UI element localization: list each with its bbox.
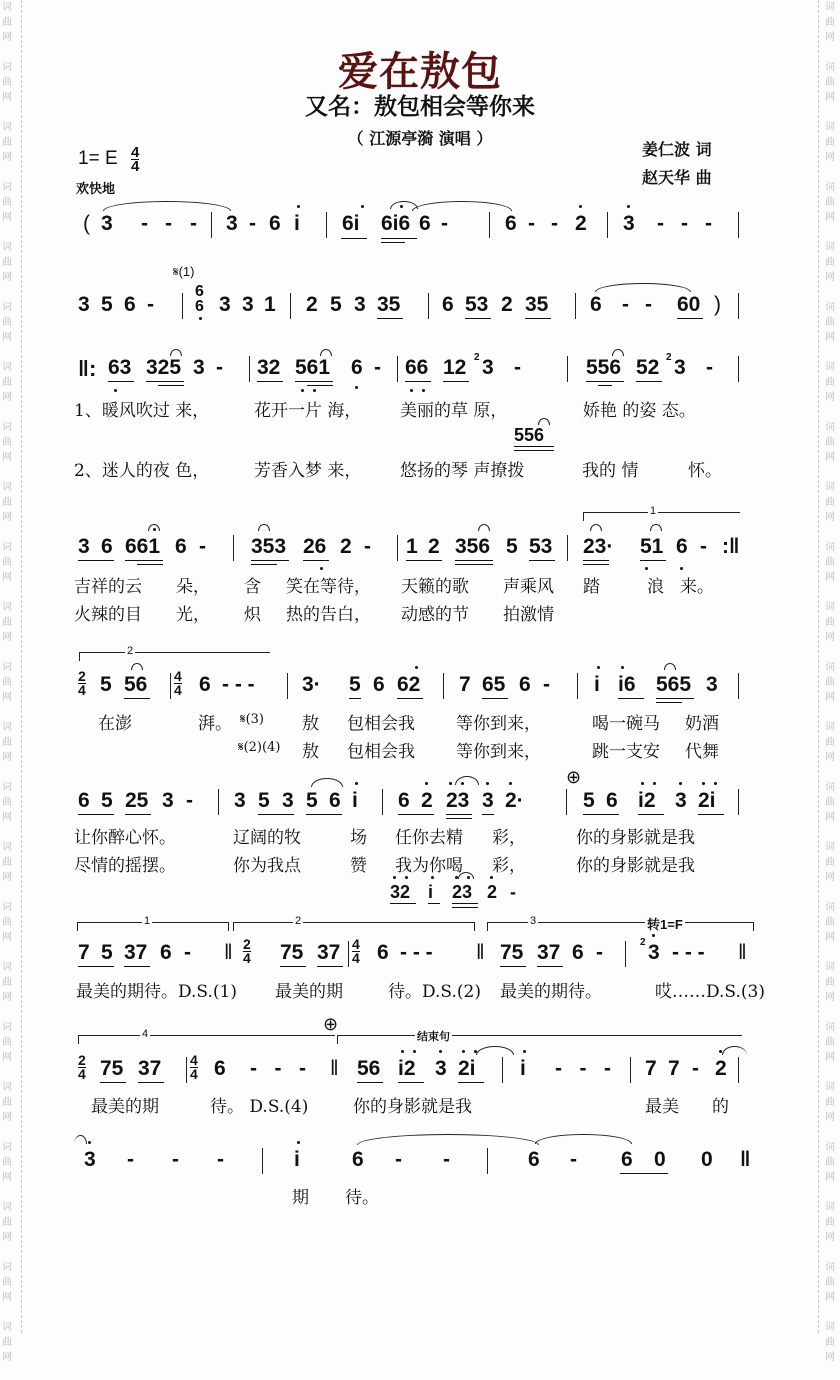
border-dashed-left: [21, 0, 22, 1333]
tempo-marking: 欢快地: [76, 182, 116, 197]
watermark-strip-left: 词 曲 网 词 曲 网 词 曲 网 词 曲 网 词 曲 网 词 曲 网 词 曲 网 词 曲 网 词 曲 网 词 曲 网 词 曲 网 词 曲 网 词 曲 网 词 曲 网 词 曲 网 词 曲 网 词 曲 网 词 曲 网 词 曲 网 词 曲 网 词 曲 网 词 曲 网 词 曲 网: [2, 2, 12, 1363]
ending-phrase-label: 结束句: [415, 1028, 452, 1044]
segno-3: 𝄋(3): [240, 712, 265, 727]
singer-credit: （ 江源亭漪 演唱 ）: [347, 129, 493, 148]
volta-bracket-2: [79, 652, 270, 661]
volta-bracket-1b: [77, 922, 229, 931]
watermark-strip-right: 词 曲 网 词 曲 网 词 曲 网 词 曲 网 词 曲 网 词 曲 网 词 曲 网 词 曲 网 词 曲 网 词 曲 网 词 曲 网 词 曲 网 词 曲 网 词 曲 网 词 曲 网 词 曲 网 词 曲 网 词 曲 网 词 曲 网 词 曲 网 词 曲 网 词 曲 网 词 曲 网: [825, 2, 835, 1363]
segno-sign: 𝄋(1): [173, 264, 195, 279]
composer-credit: 赵天华 曲: [642, 168, 712, 187]
volta-bracket-4: [78, 1035, 335, 1044]
coda-sign: ⊕: [566, 767, 582, 787]
coda-sign-2: ⊕: [323, 1014, 339, 1034]
song-alt-title: 又名：敖包相会等你来: [305, 94, 535, 120]
lyricist-credit: 姜仁波 词: [642, 140, 712, 159]
ending-phrase-bracket: [337, 1035, 742, 1044]
volta-bracket-1: [583, 512, 740, 521]
border-dashed-right: [818, 0, 819, 1333]
segno-2-4: 𝄋(2)(4): [238, 740, 281, 755]
time-signature: $\frac{4}{4}$: [131, 144, 140, 175]
key-signature: 1= E: [78, 148, 118, 169]
modulation-label: 转1=F: [645, 914, 685, 933]
alt-note-group: 556: [514, 425, 545, 445]
volta-bracket-2b: [233, 922, 475, 931]
song-title: 爱在敖包: [338, 49, 502, 95]
